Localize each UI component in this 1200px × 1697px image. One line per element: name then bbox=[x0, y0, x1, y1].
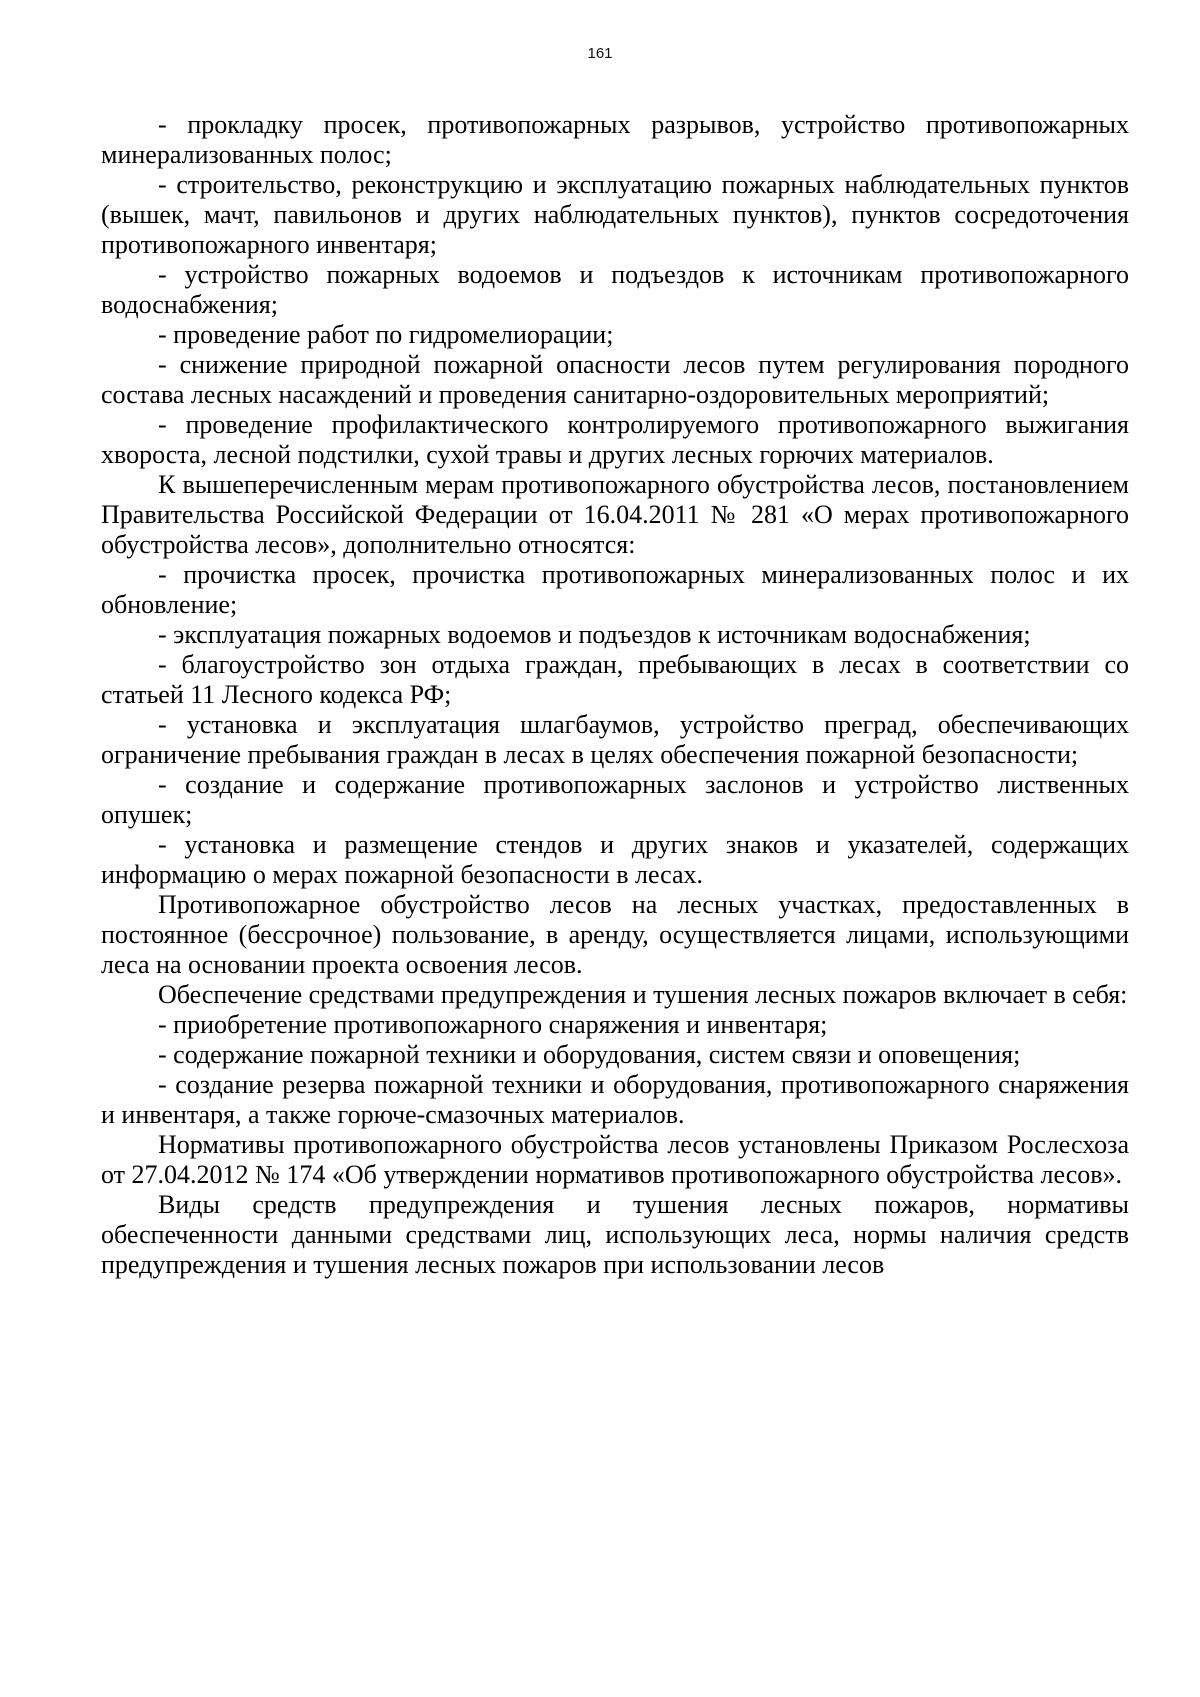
paragraph: - благоустройство зон отдыха граждан, пребывающих в лесах в соответствии со статьей 11 Лесного кодекса РФ; bbox=[101, 650, 1129, 709]
page-number: 161 bbox=[587, 45, 613, 62]
paragraph: - создание и содержание противопожарных заслонов и устройство лиственных опушек; bbox=[101, 770, 1129, 829]
paragraph: - приобретение противопожарного снаряжения и инвентаря; bbox=[158, 1010, 828, 1039]
paragraph: Противопожарное обустройство лесов на лесных участках, предоставленных в постоянное (бессрочное) пользование, в аренду, осуществляется лицами, использующими леса на основании проекта освоения лесов. bbox=[101, 890, 1129, 979]
paragraph: - установка и размещение стендов и других знаков и указателей, содержащих информацию о мерах пожарной безопасности в лесах. bbox=[101, 830, 1129, 889]
paragraph: - проведение профилактического контролируемого противопожарного выжигания хвороста, лесной подстилки, сухой травы и других лесных горючих материалов. bbox=[101, 410, 1129, 469]
paragraph: - прокладку просек, противопожарных разрывов, устройство противопожарных минерализованных полос; bbox=[101, 110, 1129, 169]
paragraph: К вышеперечисленным мерам противопожарного обустройства лесов, постановлением Правительства Российской Федерации от 16.04.2011 № 281 «О мерах противопожарного обустройства лесов», дополнительно относятся: bbox=[101, 470, 1129, 559]
paragraph: - создание резерва пожарной техники и оборудования, противопожарного снаряжения и инвентаря, а также горюче-смазочных материалов. bbox=[101, 1070, 1129, 1129]
paragraph: Обеспечение средствами предупреждения и тушения лесных пожаров включает в себя: bbox=[158, 980, 1128, 1009]
paragraph: - установка и эксплуатация шлагбаумов, устройство преград, обеспечивающих ограничение пребывания граждан в лесах в целях обеспечения пожарной безопасности; bbox=[101, 710, 1129, 769]
paragraph: - прочистка просек, прочистка противопожарных минерализованных полос и их обновление; bbox=[101, 560, 1129, 619]
paragraph: - содержание пожарной техники и оборудования, систем связи и оповещения; bbox=[158, 1040, 1021, 1069]
paragraph: - эксплуатация пожарных водоемов и подъездов к источникам водоснабжения; bbox=[158, 620, 1031, 649]
paragraph: - проведение работ по гидромелиорации; bbox=[158, 320, 614, 349]
paragraph: Нормативы противопожарного обустройства лесов установлены Приказом Рослесхоза от 27.04.2012 № 174 «Об утверждении нормативов противопожарного обустройства лесов». bbox=[101, 1130, 1129, 1189]
paragraph: - снижение природной пожарной опасности лесов путем регулирования породного состава лесных насаждений и проведения санитарно-оздоровительных мероприятий; bbox=[101, 350, 1129, 409]
body-text bbox=[101, 110, 1129, 1280]
paragraph: - строительство, реконструкцию и эксплуатацию пожарных наблюдательных пунктов (вышек, мачт, павильонов и других наблюдательных пунктов), пунктов сосредоточения противопожарного инвентаря; bbox=[101, 170, 1129, 259]
paragraph: - устройство пожарных водоемов и подъездов к источникам противопожарного водоснабжения; bbox=[101, 260, 1129, 319]
paragraph: Виды средств предупреждения и тушения лесных пожаров, нормативы обеспеченности данными средствами лиц, использующих леса, нормы наличия средств предупреждения и тушения лесных пожаров при использовании лесов bbox=[101, 1190, 1129, 1279]
